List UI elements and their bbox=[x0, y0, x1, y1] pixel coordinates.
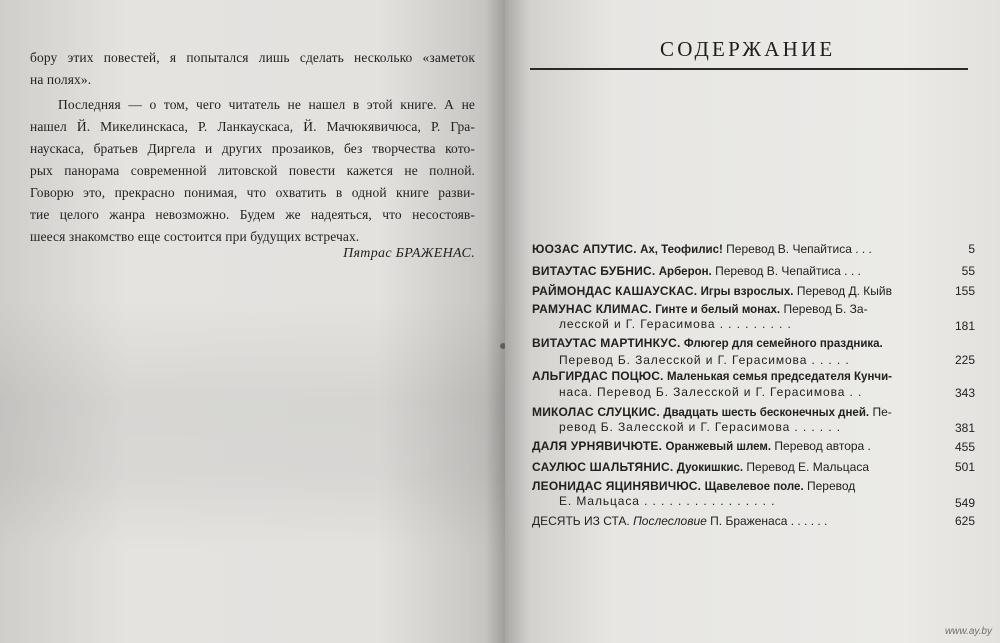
toc-work-title: Ах, Теофилис! bbox=[640, 244, 723, 256]
toc-work-title: Маленькая семья председателя Кунчи- bbox=[666, 371, 892, 383]
toc-work-title: Флюгер для семейного праздника. bbox=[683, 338, 883, 350]
toc-entry bbox=[532, 369, 942, 384]
toc-translator: Перевод Б. За- bbox=[783, 302, 868, 316]
toc-entry-continuation: наса. Перевод Б. Залесской и Г. Герасимова . . bbox=[559, 385, 863, 399]
toc-page-number: 455 bbox=[954, 440, 975, 454]
toc-translator: Перевод Д. Кыйв bbox=[796, 284, 892, 298]
toc-entry bbox=[532, 264, 942, 279]
toc-translator: Перевод bbox=[807, 479, 856, 493]
toc-entry-continuation: лесской и Г. Герасимова . . . . . . . . . bbox=[559, 317, 792, 331]
toc-author: РАМУНАС КЛИМАС. bbox=[532, 302, 652, 316]
toc-translator: Перевод В. Чепайтиса . . . bbox=[726, 242, 872, 256]
toc-work-title: Двадцать шесть бесконечных дней. bbox=[663, 407, 870, 419]
toc-translator: Перевод В. Чепайтиса . . . bbox=[715, 264, 861, 278]
toc-author: САУЛЮС ШАЛЬТЯНИС. bbox=[532, 460, 674, 474]
toc-author: МИКОЛАС СЛУЦКИС. bbox=[532, 405, 660, 419]
toc-page-number: 155 bbox=[954, 284, 975, 298]
text-line: тие целого жанра невозможно. Будем же надеяться, что несостояв- bbox=[30, 207, 475, 222]
text-line: Последняя — о том, чего читатель не нашел в этой книге. А не bbox=[58, 97, 475, 112]
toc-author: АЛЬГИРДАС ПОЦЮС. bbox=[532, 369, 664, 383]
title-rule bbox=[530, 68, 968, 70]
toc-translator: Перевод автора . bbox=[774, 439, 871, 453]
toc-entry bbox=[532, 460, 942, 475]
toc-author: ВИТАУТАС БУБНИС. bbox=[532, 264, 656, 278]
toc-work-title: Арберон. bbox=[658, 266, 712, 278]
toc-translator: Перевод Е. Мальцаса bbox=[746, 460, 869, 474]
toc-title: СОДЕРЖАНИЕ bbox=[660, 37, 836, 61]
toc-author: ЮОЗАС АПУТИС. bbox=[532, 242, 637, 256]
signature: Пятрас БРАЖЕНАС. bbox=[343, 246, 475, 261]
toc-translator: П. Браженаса . . . . . . bbox=[710, 514, 828, 528]
watermark: www.ay.by bbox=[944, 626, 992, 637]
toc-entry-continuation: Перевод Б. Залесской и Г. Герасимова . . . . . bbox=[559, 353, 850, 367]
text-line: нашел Й. Микелинскаса, Р. Ланкаускаса, Й. Мачюкявичюса, Р. Гра- bbox=[30, 119, 475, 134]
toc-entry bbox=[532, 514, 942, 528]
toc-translator: Пе- bbox=[872, 405, 892, 419]
toc-entry-continuation: Е. Мальцаса . . . . . . . . . . . . . . . . bbox=[559, 494, 776, 508]
text-line: рых панорама современной литовской повести кажется не полной. bbox=[30, 163, 475, 178]
toc-work-title: Гинте и белый монах. bbox=[655, 304, 781, 316]
right-page bbox=[505, 0, 1000, 643]
toc-work-title: Щавелевое поле. bbox=[704, 481, 804, 493]
toc-page-number: 55 bbox=[961, 264, 975, 278]
toc-entry bbox=[532, 242, 942, 257]
toc-page-number: 625 bbox=[954, 514, 975, 528]
text-line: шееся знакомство еще состоится при будущих встречах. bbox=[30, 229, 360, 244]
toc-author: ДЕСЯТЬ ИЗ СТА. bbox=[532, 514, 630, 528]
toc-work-title: Игры взрослых. bbox=[700, 286, 794, 298]
toc-author: ВИТАУТАС МАРТИНКУС. bbox=[532, 336, 681, 350]
toc-author: ЛЕОНИДАС ЯЦИНЯВИЧЮС. bbox=[532, 479, 702, 493]
toc-page-number: 501 bbox=[954, 460, 975, 474]
toc-entry bbox=[532, 336, 942, 351]
toc-entry bbox=[532, 439, 942, 454]
toc-author: ДАЛЯ УРНЯВИЧЮТЕ. bbox=[532, 439, 663, 453]
text-line: Говорю это, прекрасно понимая, что охватить в одной книге разви- bbox=[30, 185, 475, 200]
toc-entry bbox=[532, 405, 942, 420]
toc-page-number: 225 bbox=[954, 353, 975, 367]
text-line: на полях». bbox=[30, 72, 92, 87]
toc-entry bbox=[532, 284, 942, 299]
text-line: наускаса, братьев Диргела и других прозаиков, без творчества кото- bbox=[30, 141, 475, 156]
toc-work-title: Послесловие bbox=[633, 514, 707, 528]
toc-entry bbox=[532, 302, 942, 317]
toc-work-title: Оранжевый шлем. bbox=[665, 441, 772, 453]
toc-entry bbox=[532, 479, 942, 494]
toc-entry-continuation: ревод Б. Залесской и Г. Герасимова . . . . . . bbox=[559, 420, 841, 434]
toc-page-number: 549 bbox=[954, 496, 975, 510]
toc-work-title: Дуокишкис. bbox=[676, 462, 744, 474]
toc-page-number: 381 bbox=[954, 421, 975, 435]
toc-page-number: 181 bbox=[954, 319, 975, 333]
toc-page-number: 5 bbox=[968, 242, 975, 256]
toc-page-number: 343 bbox=[954, 386, 975, 400]
text-line: бору этих повестей, я попытался лишь сделать несколько «заметок bbox=[30, 50, 475, 65]
page-shadow bbox=[0, 300, 505, 550]
toc-author: РАЙМОНДАС КАШАУСКАС. bbox=[532, 284, 698, 298]
